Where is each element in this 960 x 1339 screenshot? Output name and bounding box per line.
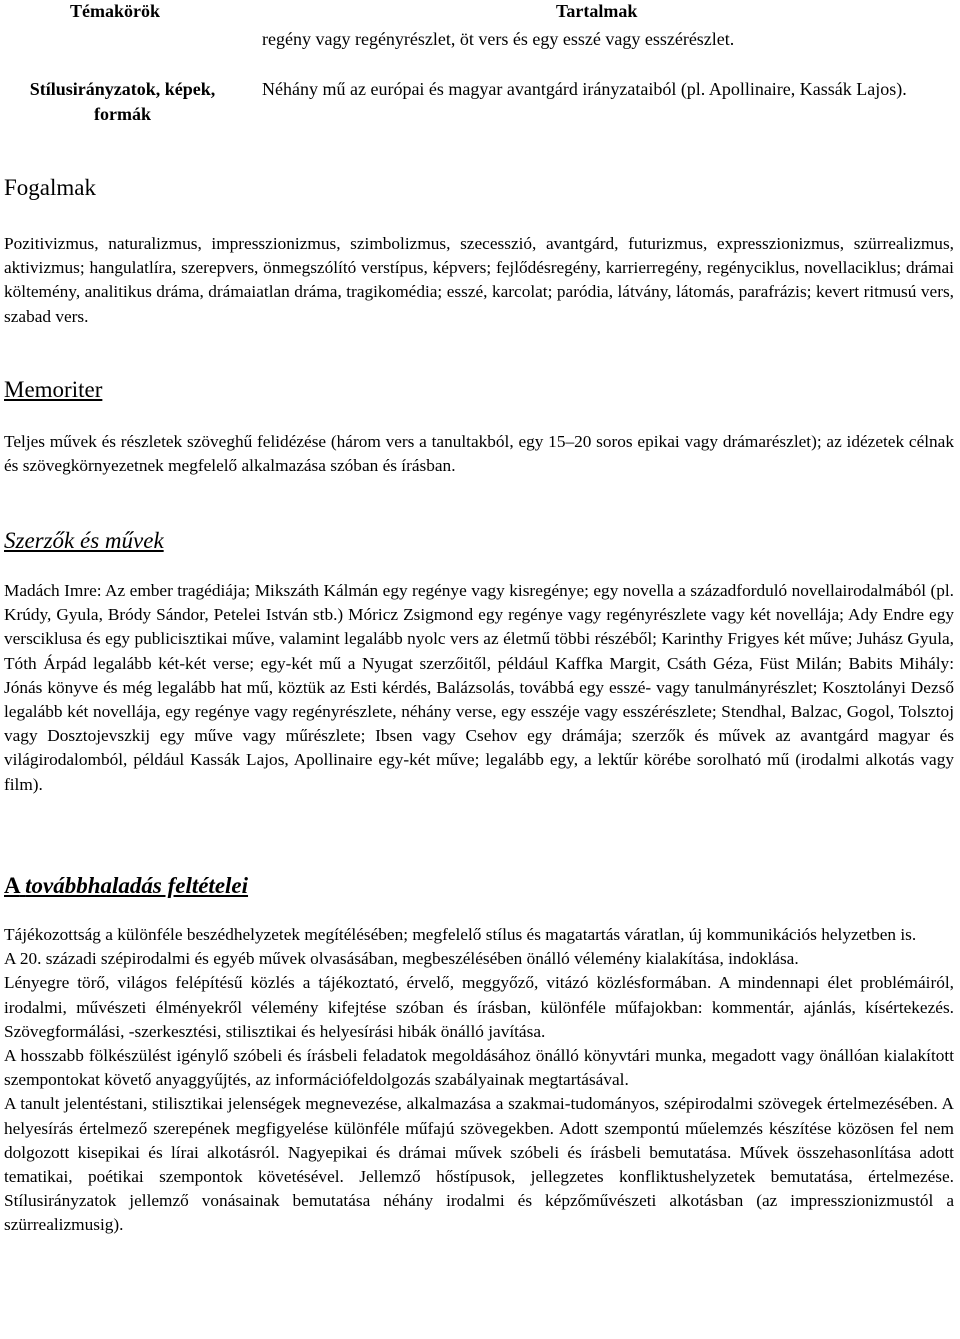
section-heading-memoriter: Memoriter [4,377,103,402]
heading-rest: továbbhaladás feltételei [25,873,249,898]
table-header-contents: Tartalmak [556,1,638,21]
section-tovabbhaladas [4,872,954,1238]
heading-prefix: A [4,873,20,898]
section-fogalmak [4,174,954,329]
section-szerzok [4,527,954,797]
paragraph: A tanult jelentéstani, stilisztikai jelenségek megnevezése, alkalmazása a szakmai-tudományos, szépirodalmi szövegek értelmezésében. A helyesírás értelmező szerepének megfigyelése különféle műfajú szövegekben. Adott szempontú műelemzés készítése közösen fel nem dolgozott kisepikai és lírai alkotásról. Nagyepikai és drámai művek szóbeli és írásbeli bemutatása. Művek összehasonlítása adott tematikai, poétikai szempontok követésével. Jellemző hőstípusok, jellegzetes konfliktushelyzetek bemutatása, értelmezése. Stílusirányzatok jellemző vonásainak bemutatása néhány irodalmi és képzőművészeti alkotásban (az impresszionizmustól a szürrealizmusig). [4,1094,954,1235]
section-heading-szerzok: Szerzők és művek [4,528,164,553]
section-heading-fogalmak: Fogalmak [4,175,96,200]
section-memoriter [4,376,954,478]
section-text-memoriter: Teljes művek és részletek szöveghű felidézése (három vers a tanultakból, egy 15–20 soros epikai vagy drámarészlet); az idézetek célnak és szövegkörnyezetnek megfelelő alkalmazása szóban és írásban. [4,432,954,476]
paragraph: Tájékozottság a különféle beszédhelyzetek megítélésében; megfelelő stílus és magatartás váratlan, új kommunikációs helyzetben is. [4,925,917,944]
paragraph: A 20. századi szépirodalmi és egyéb művek olvasásában, megbeszélésében önálló vélemény kialakítása, indoklása. [4,949,799,969]
paragraph: Lényegre törő, világos felépítésű közlés a tájékoztató, érvelő, meggyőző, vitázó közlésformában. A mindennapi élet problémáiról, irodalmi, művészeti élményekről vélemény kifejtése szóban és írásban, különféle műfajokban: kommentár, ajánlás, kísértekezés. Szövegformálási, -szerkesztési, stilisztikai és helyesírási hibák önálló javítása. [4,973,954,1041]
section-heading-tovabbhaladas [4,872,954,900]
table-row-continued-content: regény vagy regényrészlet, öt vers és egy esszé vagy esszérészlet. [262,29,735,49]
section-text-fogalmak: Pozitivizmus, naturalizmus, impresszionizmus, szimbolizmus, szecesszió, avantgárd, futurizmus, expresszionizmus, szürrealizmus, aktivizmus; hangulatlíra, szerepvers, önmegszólító verstípus, képvers; fejlődésregény, karrierregény, regényciklus, novellaciklus; drámai költemény, analitikus dráma, drámaiatlan dráma, tragikomédia; esszé, karcolat; paródia, látvány, látomás, parafrázis; kevert ritmusú vers, szabad vers. [4,234,954,326]
table-row-label-styles: Stílusirányzatok, képek, formák [29,79,216,124]
table-header-topics: Témakörök [70,1,160,21]
section-text-szerzok: Madách Imre: Az ember tragédiája; Mikszáth Kálmán egy regénye vagy kisregénye; egy novella a századforduló novellairodalmából (pl. Krúdy, Gyula, Bródy Sándor, Petelei István stb.) Móricz Zsigmond egy regénye vagy regényrészlete vagy két novellája; Ady Endre egy versciklusa és egy publicisztikai műve, valamint legalább nyolc vers az életmű többi részéből; Karinthy Frigyes két műve; Juhász Gyula, Tóth Árpád legalább két-két verse; egy-két mű a Nyugat szerzőitől, például Kaffka Margit, Csáth Géza, Füst Milán; Babits Mihály: Jónás könyve és még legalább hat mű, köztük az Esti kérdés, Balázsolás, továbbá egy esszé- vagy tanulmányrészlet; Kosztolányi Dezső legalább két novellája, egy regénye vagy regényrészlete, néhány verse, egy esszéje vagy esszérészlete; Stendhal, Balzac, Gogol, Tolsztoj vagy Dosztojevszkij egy műve vagy műrészlete; Ibsen vagy Csehov egy drámája; szerzők és művek az avantgárd magyar és világirodalomból, például Kassák Lajos, Apollinaire egy-két műve; legalább egy, a lektűr körébe sorolható mű (irodalmi alkotás vagy film). [4,581,954,794]
table-row-content-styles: Néhány mű az európai és magyar avantgárd irányzataiból (pl. Apollinaire, Kassák Lajos). [262,79,907,99]
paragraph: A hosszabb fölkészülést igénylő szóbeli és írásbeli feladatok megoldásához önálló könyvtári munka, megadott vagy önállóan kialakított szempontokat követő anyaggyűjtés, az információfeldolgozás szabályainak megtartásával. [4,1046,954,1090]
